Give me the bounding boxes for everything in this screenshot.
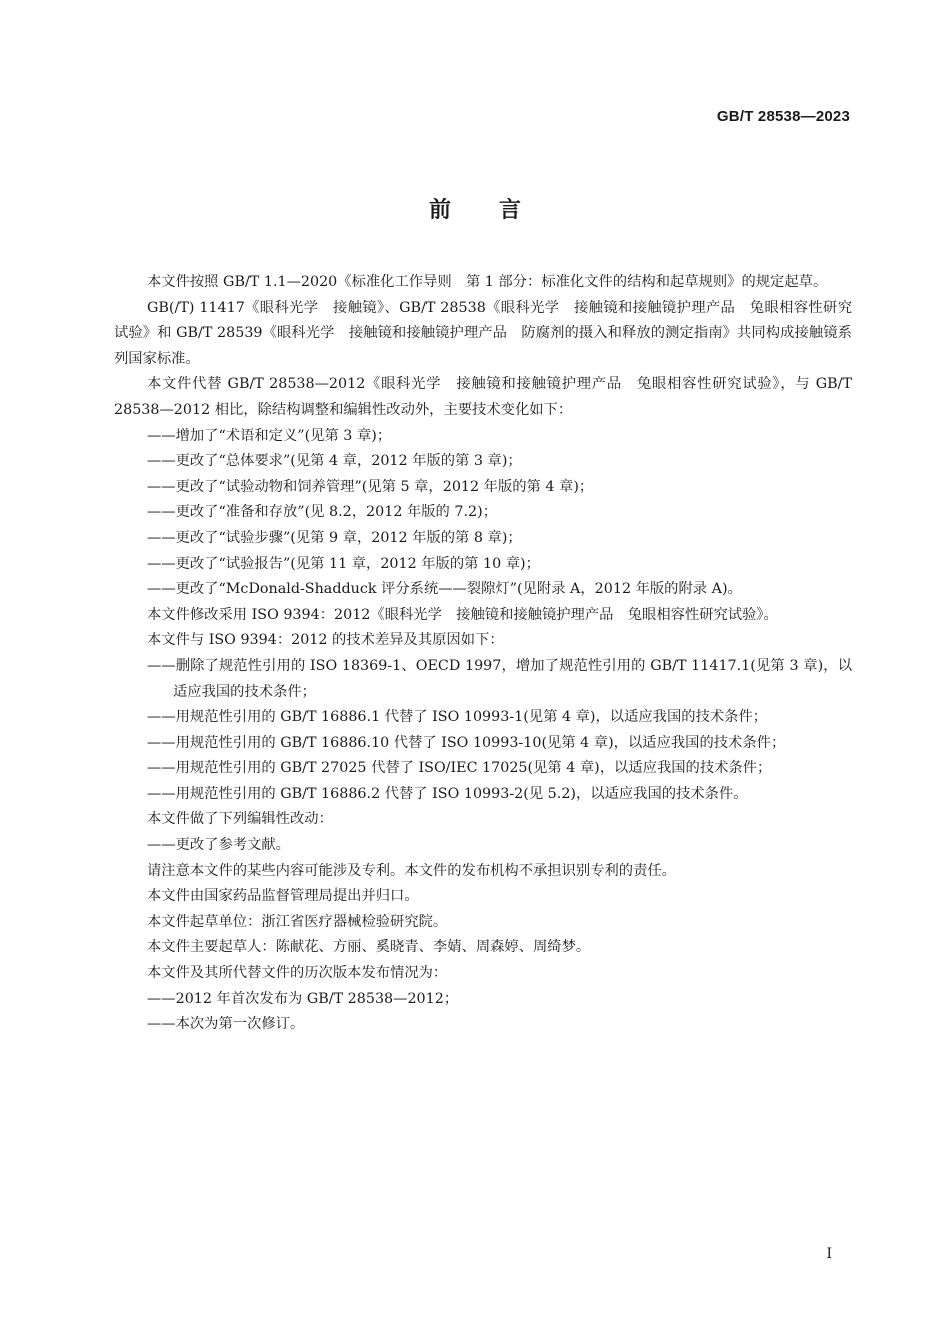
paragraph-iso-adoption: 本文件修改采用 ISO 9394：2012《眼科光学 接触镜和接触镜护理产品 兔眼相容性研究试验》。: [147, 606, 778, 623]
history-item: ——本次为第一次修订。: [147, 1016, 305, 1033]
change-item: ——更改了“准备和存放”(见 8.2，2012 年版的 7.2)；: [147, 504, 498, 521]
difference-item: ——用规范性引用的 GB/T 27025 代替了 ISO/IEC 17025(见第 4 章)，以适应我国的技术条件；: [147, 760, 772, 777]
difference-item: ——用规范性引用的 GB/T 16886.10 代替了 ISO 10993-10(见第 4 章)，以适应我国的技术条件；: [147, 734, 786, 751]
page-number: I: [826, 1246, 832, 1262]
difference-item: ——用规范性引用的 GB/T 16886.2 代替了 ISO 10993-2(见 5.2)，以适应我国的技术条件。: [147, 785, 748, 802]
paragraph-replacement: 本文件代替 GB/T 28538—2012《眼科光学 接触镜和接触镜护理产品 兔眼相容性研究试验》，与 GB/T 28538—2012 相比，除结构调整和编辑性改动外，主要技术变化如下：: [114, 376, 852, 418]
difference-item: ——删除了规范性引用的 ISO 18369-1、OECD 1997，增加了规范性引用的 GB/T 11417.1(见第 3 章)，以适应我国的技术条件；: [147, 657, 852, 700]
change-item: ——更改了“试验动物和饲养管理”(见第 5 章，2012 年版的第 4 章)；: [147, 478, 594, 495]
paragraph-drafting-rules: 本文件按照 GB/T 1.1—2020《标准化工作导则 第 1 部分：标准化文件的结构和起草规则》的规定起草。: [147, 274, 828, 290]
change-item: ——增加了“术语和定义”(见第 3 章)；: [147, 427, 392, 444]
change-item: ——更改了“总体要求”(见第 4 章，2012 年版的第 3 章)；: [147, 453, 522, 470]
paragraph-series-standards: GB(/T) 11417《眼科光学 接触镜》、GB/T 28538《眼科光学 接触镜和接触镜护理产品 兔眼相容性研究试验》和 GB/T 28539《眼科光学 接触镜和接触镜护理产品 防腐剂的摄入和释放的测定指南》共同构成接触镜系列国家标准。: [114, 299, 852, 367]
paragraph-version-history: 本文件及其所代替文件的历次版本发布情况为：: [147, 965, 448, 982]
standard-number: GB/T 28538—2023: [716, 108, 850, 125]
paragraph-editorial-changes: 本文件做了下列编辑性改动：: [147, 811, 333, 828]
change-item: ——更改了“试验报告”(见第 11 章，2012 年版的第 10 章)；: [147, 555, 540, 572]
paragraph-drafters: 本文件主要起草人：陈献花、方丽、奚晓青、李婧、周森婷、周绮梦。: [147, 939, 591, 956]
difference-item: ——用规范性引用的 GB/T 16886.1 代替了 ISO 10993-1(见第 4 章)，以适应我国的技术条件；: [147, 709, 768, 726]
paragraph-patent-notice: 请注意本文件的某些内容可能涉及专利。本文件的发布机构不承担识别专利的责任。: [147, 862, 676, 879]
paragraph-technical-differences: 本文件与 ISO 9394：2012 的技术差异及其原因如下：: [147, 632, 504, 649]
page-title: 前言: [428, 198, 569, 223]
history-item: ——2012 年首次发布为 GB/T 28538—2012；: [147, 990, 459, 1007]
change-item: ——更改了“试验步骤”(见第 9 章，2012 年版的第 8 章)；: [147, 529, 522, 546]
paragraph-drafting-unit: 本文件起草单位：浙江省医疗器械检验研究院。: [147, 913, 448, 930]
foreword-body: [114, 270, 852, 1038]
editorial-item: ——更改了参考文献。: [147, 837, 290, 854]
paragraph-proposer: 本文件由国家药品监督管理局提出并归口。: [147, 888, 419, 905]
change-item: ——更改了“McDonald-Shadduck 评分系统——裂隙灯”(见附录 A，2012 年版的附录 A)。: [147, 581, 742, 598]
